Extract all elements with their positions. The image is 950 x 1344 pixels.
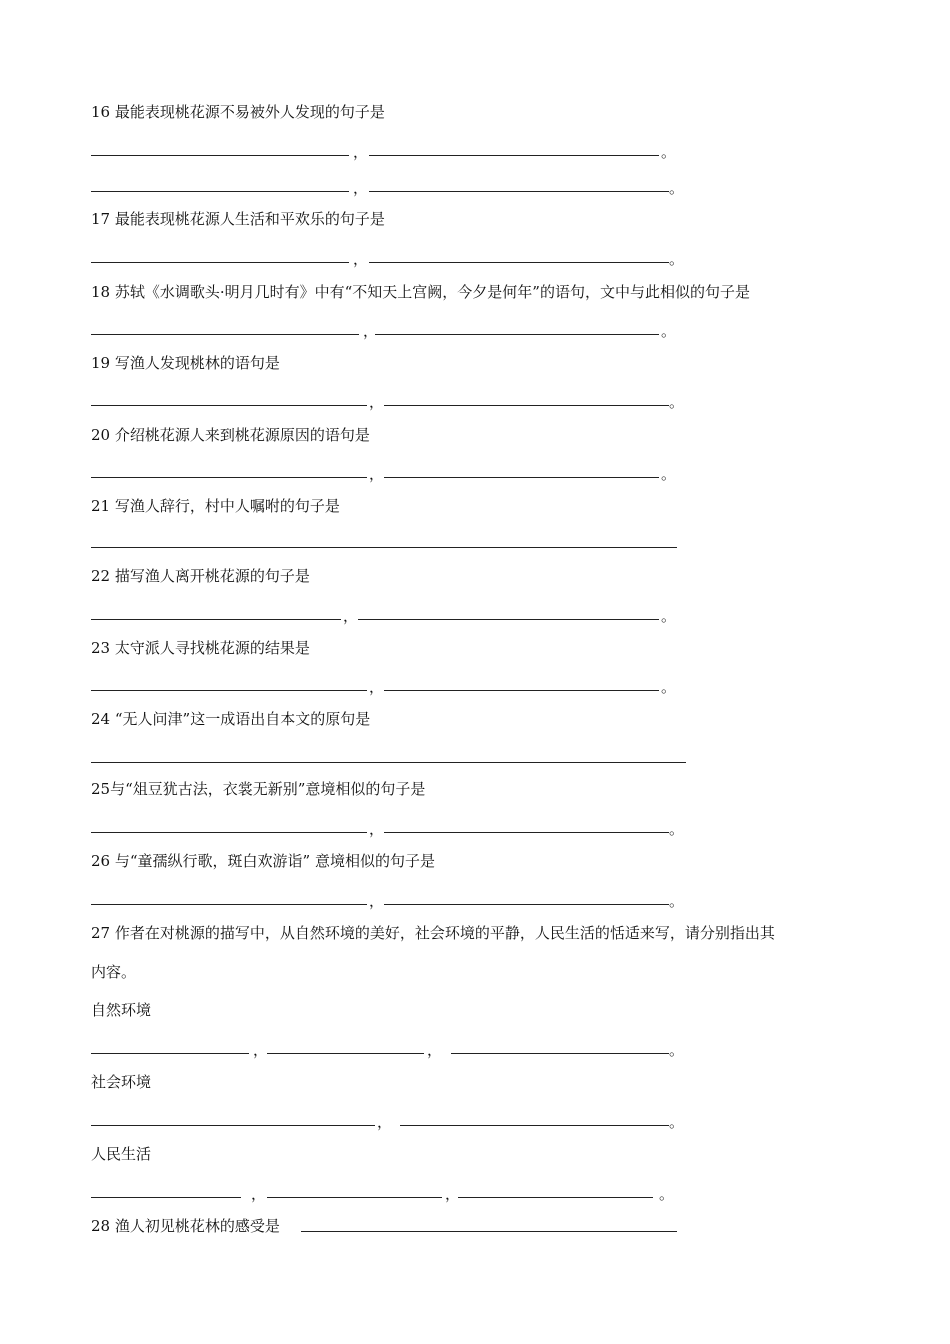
answer-blank[interactable] (384, 690, 659, 691)
answer-blank[interactable] (267, 1053, 424, 1054)
answer-blank[interactable] (91, 191, 349, 192)
question-16: 16 最能表现桃花源不易被外人发现的句子是 (91, 103, 385, 121)
answer-blank[interactable] (91, 1053, 249, 1054)
answer-blank[interactable] (384, 832, 669, 833)
comma: ， (353, 250, 369, 268)
answer-row (91, 745, 891, 767)
answer-blank[interactable] (91, 547, 677, 548)
comma: ， (369, 892, 385, 910)
answer-blank[interactable] (91, 262, 349, 263)
answer-blank[interactable] (400, 1125, 669, 1126)
question-18: 18 苏轼《水调歌头·明月几时有》中有“不知天上宫阙，今夕是何年”的语句，文中与此相似的句子是 (91, 283, 750, 301)
comma: ， (369, 465, 385, 483)
answer-row (91, 174, 891, 196)
society-label: 社会环境 (91, 1073, 152, 1091)
comma: ， (343, 607, 359, 625)
answer-row (91, 1108, 891, 1130)
period: 。 (669, 820, 685, 838)
answer-blank[interactable] (91, 1125, 375, 1126)
period: 。 (661, 678, 677, 696)
answer-blank[interactable] (91, 155, 349, 156)
answer-blank[interactable] (91, 832, 367, 833)
period: 。 (669, 179, 685, 197)
comma: ， (445, 1185, 461, 1203)
comma: ， (363, 322, 379, 340)
comma: ， (377, 1113, 393, 1131)
answer-blank[interactable] (91, 1197, 241, 1198)
question-23: 23 太守派人寻找桃花源的结果是 (91, 639, 310, 657)
comma: ， (369, 678, 385, 696)
question-28-row (91, 1214, 891, 1236)
period: 。 (661, 143, 677, 161)
answer-blank[interactable] (91, 334, 359, 335)
question-21: 21 写渔人辞行，村中人嘱咐的句子是 (91, 497, 340, 515)
comma: ， (251, 1185, 267, 1203)
answer-row (91, 1036, 891, 1058)
answer-blank[interactable] (369, 155, 659, 156)
period: 。 (661, 607, 677, 625)
period: 。 (669, 393, 685, 411)
question-26: 26 与“童孺纵行歌，斑白欢游诣” 意境相似的句子是 (91, 852, 435, 870)
period: 。 (669, 1041, 685, 1059)
period: 。 (669, 1113, 685, 1131)
comma: ， (369, 820, 385, 838)
answer-row (91, 673, 891, 695)
answer-blank[interactable] (91, 762, 686, 763)
comma: ， (427, 1041, 443, 1059)
answer-blank[interactable] (384, 904, 669, 905)
question-27-continued: 内容。 (91, 963, 137, 981)
answer-row (91, 317, 891, 339)
life-label: 人民生活 (91, 1145, 152, 1163)
nature-label: 自然环境 (91, 1001, 152, 1019)
answer-blank[interactable] (451, 1053, 669, 1054)
comma: ， (353, 179, 369, 197)
period: 。 (659, 1185, 675, 1203)
answer-row (91, 1180, 891, 1202)
answer-blank[interactable] (384, 477, 659, 478)
answer-blank[interactable] (358, 619, 659, 620)
answer-blank[interactable] (267, 1197, 442, 1198)
question-27: 27 作者在对桃源的描写中，从自然环境的美好，社会环境的平静，人民生活的恬适来写，请分别指出其 (91, 924, 775, 942)
period: 。 (669, 892, 685, 910)
answer-blank[interactable] (369, 191, 669, 192)
question-19: 19 写渔人发现桃林的语句是 (91, 354, 280, 372)
answer-blank[interactable] (375, 334, 659, 335)
period: 。 (661, 322, 677, 340)
question-22: 22 描写渔人离开桃花源的句子是 (91, 567, 310, 585)
answer-row (91, 138, 891, 160)
answer-blank[interactable] (384, 405, 669, 406)
comma: ， (369, 393, 385, 411)
comma: ， (253, 1041, 269, 1059)
answer-row (91, 530, 891, 552)
question-28: 28 渔人初见桃花林的感受是 (91, 1217, 280, 1235)
answer-blank[interactable] (91, 690, 367, 691)
answer-blank[interactable] (91, 619, 341, 620)
answer-row (91, 887, 891, 909)
answer-blank[interactable] (91, 477, 367, 478)
answer-row (91, 602, 891, 624)
period: 。 (669, 250, 685, 268)
answer-row (91, 388, 891, 410)
question-17: 17 最能表现桃花源人生活和平欢乐的句子是 (91, 210, 385, 228)
answer-row (91, 815, 891, 837)
answer-row (91, 460, 891, 482)
answer-blank[interactable] (369, 262, 669, 263)
comma: ， (353, 143, 369, 161)
question-24: 24 “无人问津”这一成语出自本文的原句是 (91, 710, 371, 728)
period: 。 (661, 465, 677, 483)
answer-blank[interactable] (91, 904, 367, 905)
question-20: 20 介绍桃花源人来到桃花源原因的语句是 (91, 426, 370, 444)
answer-blank[interactable] (301, 1231, 677, 1232)
question-25: 25与“俎豆犹古法，衣裳无新别”意境相似的句子是 (91, 780, 426, 798)
answer-blank[interactable] (458, 1197, 653, 1198)
answer-blank[interactable] (91, 405, 367, 406)
answer-row (91, 245, 891, 267)
